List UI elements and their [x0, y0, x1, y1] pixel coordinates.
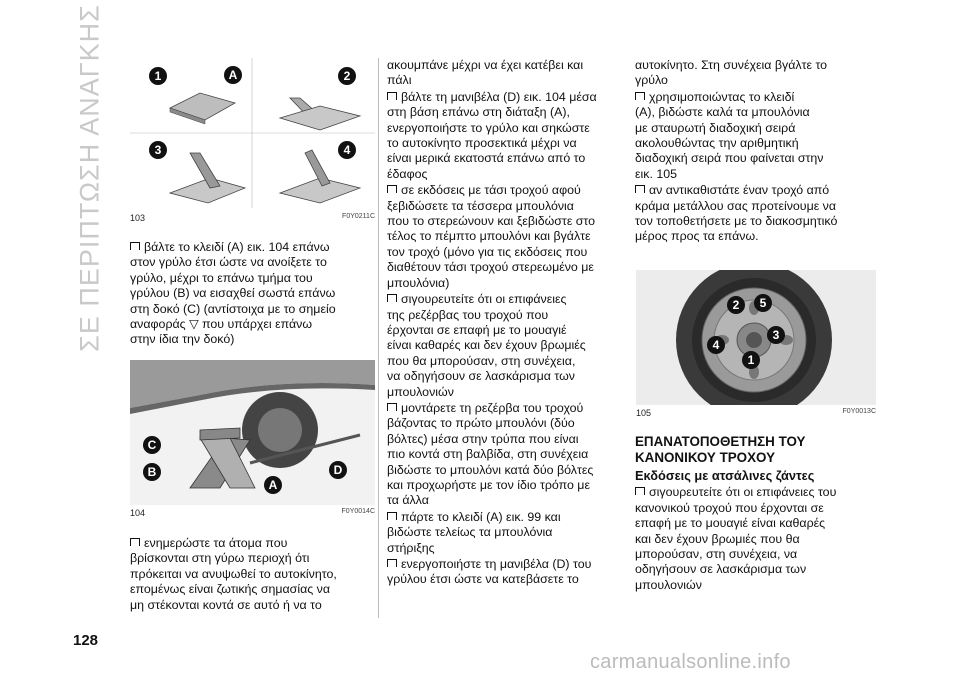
checkbox-bullet-icon	[635, 185, 645, 193]
instruction-warn-people: ενημερώστε τα άτομα που βρίσκονται στη γύρω περιοχή ότι πρόκειται να ανυψωθεί το αυτοκίνητο, επομένως είναι ζωτικής σημασίας να μη στέκονται κοντά σε αυτό ή να το	[130, 536, 337, 612]
callout-D: D	[333, 463, 343, 477]
callout-3: 3	[772, 328, 780, 342]
figure-103-code: F0Y0211C	[342, 213, 375, 220]
figure-104	[130, 360, 375, 505]
watermark-footer[interactable]: carmanualsonline.info	[590, 651, 791, 673]
figure-105-caption	[636, 408, 876, 418]
instruction-cross-tighten: χρησιμοποιώντας το κλειδί (A), βιδώστε καλά τα μπουλόνια με σταυρωτή διαδοχική σειρά ακολουθώντας την αριθμητική διαδοχική σειρά που φαίνεται στην εικ. 105	[635, 89, 824, 181]
callout-B: B	[147, 465, 157, 479]
checkbox-bullet-icon	[387, 294, 397, 302]
column-2	[387, 58, 622, 589]
callout-1: 1	[154, 69, 162, 83]
checkbox-bullet-icon	[387, 559, 397, 567]
figure-104-number: 104	[130, 508, 146, 518]
checkbox-bullet-icon	[387, 92, 397, 100]
instruction-hubcap: σε εκδόσεις με τάσι τροχού αφού ξεβιδώσετε τα τέσσερα μπουλόνια που το στερεώνουν και ξεβιδώστε στο τέλος το πέμπτο μπουλόνι και βγάλτε τον τροχό (μόνο για τις εκδόσεις που διαθέτουν τάσι τροχού στερεωμένο με μπουλόνια)	[387, 183, 596, 290]
callout-A: A	[268, 478, 278, 492]
instruction-mount-spare: μοντάρετε τη ρεζέρβα του τροχού βάζοντας το πρώτο μπουλόνι (δύο βόλτες) μέσα στην τρύπα που είναι πιο κοντά στη βαλβίδα, στη συνέχεια βιδώστε το μπουλόνι κατά δύο βόλτες και προχωρήστε με τον ίδιο τρόπο με τα άλλα	[387, 400, 594, 508]
callout-2: 2	[732, 298, 740, 312]
continued-text: αυτοκίνητο. Στη συνέχεια βγάλτε το γρύλο	[635, 58, 828, 88]
callout-4: 4	[712, 338, 720, 352]
instruction-clean-surfaces: σιγουρευτείτε ότι οι επιφάνειες της ρεζέρβας του τροχού που έρχονται σε επαφή με το μουαγιέ είναι καθαρές και δεν έχουν βρωμιές που θα μπορούσαν, στη συνέχεια, να οδηγήσουν σε λασκάρισμα των μπουλονιών	[387, 292, 586, 399]
section-heading: ΕΠΑΝΑΤΟΠΟΘΕΤΗΣΗ ΤΟΥ ΚΑΝΟΝΙΚΟΥ ΤΡΟΧΟΥ	[635, 434, 806, 465]
callout-A: A	[228, 68, 238, 82]
checkbox-bullet-icon	[635, 487, 645, 495]
column-3	[635, 58, 880, 246]
callout-3: 3	[154, 143, 162, 157]
column-divider	[378, 58, 379, 618]
checkbox-bullet-icon	[635, 92, 645, 100]
instruction-tighten-bolts: πάρτε το κλειδί (A) εικ. 99 και βιδώστε τελείως τα μπουλόνια στήριξης	[387, 509, 561, 555]
checkbox-bullet-icon	[387, 403, 397, 411]
checkbox-bullet-icon	[387, 512, 397, 520]
figure-104-caption	[130, 508, 375, 518]
callout-C: C	[147, 438, 157, 452]
instruction-alloy-wheel: αν αντικαθιστάτε έναν τροχό από κράμα μετάλλου σας προτείνουμε να τον τοποθετήσετε με το διακοσμητικό μέρος προς τα επάνω.	[635, 183, 838, 244]
checkbox-bullet-icon	[130, 242, 140, 250]
instruction-lower-jack: ενεργοποιήστε τη μανιβέλα (D) του γρύλου έτσι ώστε να κατεβάσετε το	[387, 557, 592, 587]
figure-103-caption	[130, 213, 375, 223]
callout-2: 2	[343, 69, 351, 83]
checkbox-bullet-icon	[130, 538, 140, 546]
instruction-clean-wheel: σιγουρευτείτε ότι οι επιφάνειες του κανονικού τροχού που έρχονται σε επαφή με το μουαγιέ είναι καθαρές και δεν έχουν βρωμιές που θα μπορούσαν, στη συνέχεια, να οδηγήσουν σε λασκάρισμα των μπουλονιών	[635, 485, 837, 592]
figure-105-number: 105	[636, 408, 652, 418]
instruction-crank: βάλτε τη μανιβέλα (D) εικ. 104 μέσα στη βάση επάνω στη διάταξη (A), ενεργοποιήστε το γρύλο και σηκώστε το αυτοκίνητο προσεκτικά μέχρι να είναι μερικά εκατοστά επάνω από το έδαφος	[387, 89, 597, 181]
column-3-bottom	[635, 428, 880, 594]
continued-text: ακουμπάνε μέχρι να έχει κατέβει και πάλι	[387, 58, 584, 88]
figure-104-code: F0Y0014C	[341, 508, 375, 515]
callout-5: 5	[759, 296, 767, 310]
callout-4: 4	[343, 143, 351, 157]
section-side-title: ΣΕ ΠΕΡΙΠΤΩΣΗ ΑΝΑΓΚΗΣ	[74, 4, 105, 352]
subsection-heading: Εκδόσεις με ατσάλινες ζάντες	[635, 468, 815, 483]
checkbox-bullet-icon	[387, 185, 397, 193]
figure-105-code: F0Y0013C	[842, 408, 876, 415]
instruction-jack-key: βάλτε το κλειδί (A) εικ. 104 επάνω στον γρύλο έτσι ώστε να ανοίξετε το γρύλο, μέχρι το επάνω τμήμα του γρύλου (B) να εισαχθεί σωστά επάνω στη δοκό (C) (αντίστοιχα με το σημείο αναφοράς ▽ που υπάρχει επάνω στην ίδια την δοκό)	[130, 240, 336, 347]
callout-1: 1	[747, 353, 755, 367]
column-1-bottom	[130, 536, 375, 614]
page-number: 128	[73, 632, 99, 649]
column-1-top	[130, 240, 375, 349]
figure-103	[130, 58, 375, 208]
figure-105	[636, 270, 876, 405]
figure-103-number: 103	[130, 213, 146, 223]
